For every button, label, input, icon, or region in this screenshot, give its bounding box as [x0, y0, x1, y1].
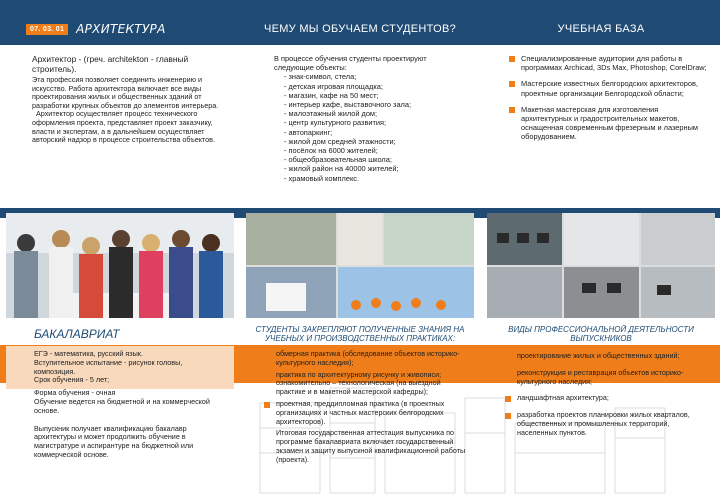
- list-item: проектирование жилых и общественных зданий;: [505, 352, 707, 361]
- study-base-title: УЧЕБНАЯ БАЗА: [557, 23, 645, 35]
- list-item: - жилой район на 40000 жителей;: [284, 164, 399, 174]
- column-architecture: [6, 0, 234, 500]
- description-paragraph-1: Эта профессия позволяет соединить инженерию и искусство. Работа архитектора включает все виды проектирования жилых и общественных зданий от разработки крупных объектов до элементов интерьера.: [32, 75, 219, 110]
- bullet-square-icon: [509, 81, 515, 87]
- teach-body: [246, 48, 474, 208]
- bullet-square-icon: [505, 396, 511, 402]
- bullet-square-icon: [505, 413, 511, 419]
- list-item: Мастерские известных белгородских архитекторов, проектные организации Белгородской области;: [509, 79, 707, 97]
- architect-definition: Архитектор - (греч. architekton - главный строитель).: [32, 54, 189, 74]
- bullet-square-icon: [264, 373, 270, 379]
- list-item: - центр культурного развития;: [284, 118, 387, 128]
- teach-header: [246, 18, 474, 40]
- column-study-base: [487, 0, 715, 500]
- program-code: 07. 03. 01: [26, 24, 68, 35]
- list-item: - жилой дом средней этажности;: [284, 136, 396, 146]
- list-item: - малоэтажный жилой дом;: [284, 109, 378, 119]
- list-item: Специализированные аудитории для работы в программах Archicad, 3Ds Max, Photoshop, CorelDraw;: [509, 54, 707, 72]
- list-item: - автопаркинг;: [284, 127, 333, 137]
- list-item: разработка проектов планировки жилых кварталов, общественных и промышленных территорий, населенных пунктов.: [505, 411, 707, 437]
- classrooms-collage: [487, 213, 715, 318]
- bachelor-details: [6, 346, 234, 460]
- bachelor-section-title: БАКАЛАВРИАТ: [34, 326, 120, 341]
- exam-line: ЕГЭ - математика, русский язык.: [34, 349, 143, 358]
- list-item: практика по архитектурному рисунку и живописи; ознакомительно – технологическая (на выездной практике и в макетной мастерской кафедры);: [264, 371, 466, 397]
- funding-line: Обучение ведется на бюджетной и на коммерческой основе.: [34, 396, 210, 415]
- list-item: - общеобразовательная школа;: [284, 155, 392, 165]
- final-attestation-note: Итоговая государственная аттестация выпускника по программе бакалавриата включает государственный экзамен и защиту выпускной квалификационной работы (проекта).: [276, 428, 466, 464]
- teach-title: ЧЕМУ МЫ ОБУЧАЕМ СТУДЕНТОВ?: [263, 23, 457, 35]
- study-form-line: Форма обучения - очная: [34, 388, 116, 398]
- list-item: - детская игровая площадка;: [284, 81, 383, 91]
- list-item: - храмовый комплекс.: [284, 173, 360, 183]
- architecture-description: [6, 48, 234, 208]
- description-paragraph-2: Архитектор осуществляет процесс технического оформления проекта, представляет проект заказчику, власти и экспертам, а в дальнейшем осуществляет авторский надзор в процессе строительства объектов.: [32, 109, 215, 145]
- bullet-square-icon: [509, 56, 515, 62]
- list-item: - посёлок на 6000 жителей;: [284, 146, 378, 156]
- list-item: реконструкция и реставрация объектов историко-культурного наследия;: [505, 369, 707, 387]
- student-activities-collage: [246, 213, 474, 318]
- list-item: - магазин, кафе на 50 мест;: [284, 90, 379, 100]
- bullet-square-icon: [264, 402, 270, 408]
- professional-activities-list: [487, 346, 715, 446]
- bullet-square-icon: [505, 371, 511, 377]
- students-group-photo: [6, 213, 234, 318]
- study-base-header: [487, 18, 715, 40]
- duration-line: Срок обучения - 5 лет;: [34, 375, 110, 385]
- list-item: - знак-символ, стела;: [284, 72, 357, 82]
- list-item: ландшафтная архитектура;: [505, 394, 707, 403]
- architecture-header: [6, 18, 234, 40]
- practice-section-title: СТУДЕНТЫ ЗАКРЕПЛЯЮТ ПОЛУЧЕННЫЕ ЗНАНИЯ НА УЧЕБНЫХ И ПРОИЗВОДСТВЕННЫХ ПРАКТИКАХ:: [255, 325, 465, 343]
- list-item: проектная, преддипломная практика (в проектных организациях и частных мастерских белгородских архитекторов).: [264, 400, 466, 426]
- professional-activities-title: ВИДЫ ПРОФЕССИОНАЛЬНОЙ ДЕЯТЕЛЬНОСТИ ВЫПУСКНИКОВ: [508, 325, 694, 343]
- bullet-square-icon: [509, 107, 515, 113]
- architecture-title: АРХИТЕКТУРА: [76, 22, 166, 36]
- teach-intro: В процессе обучения студенты проектируют следующие объекты:: [274, 54, 427, 73]
- bullet-square-icon: [264, 352, 270, 358]
- practice-list: [246, 346, 474, 465]
- list-item: обмерная практика (обследование объектов историко-культурного наследия);: [264, 350, 466, 368]
- admission-requirements: [6, 346, 234, 389]
- graduate-note: Выпускник получает квалификацию бакалавр архитектуры и может продолжить обучение в магистратуре и аспирантуре на бюджетной или коммерческой основе.: [34, 423, 194, 459]
- list-item: Макетная мастерская для изготовления архитектурных и градостроительных макетов, оснащенная современным фрезерным и лазерным оборудованием.: [509, 105, 707, 142]
- entrance-test-line: Вступительное испытание - рисунок головы, композиция.: [34, 357, 183, 376]
- column-what-we-teach: [246, 0, 474, 500]
- project-objects-list: [284, 72, 466, 182]
- list-item: - интерьер кафе, выставочного зала;: [284, 100, 412, 110]
- bullet-square-icon: [505, 354, 511, 360]
- study-base-body: [487, 48, 715, 208]
